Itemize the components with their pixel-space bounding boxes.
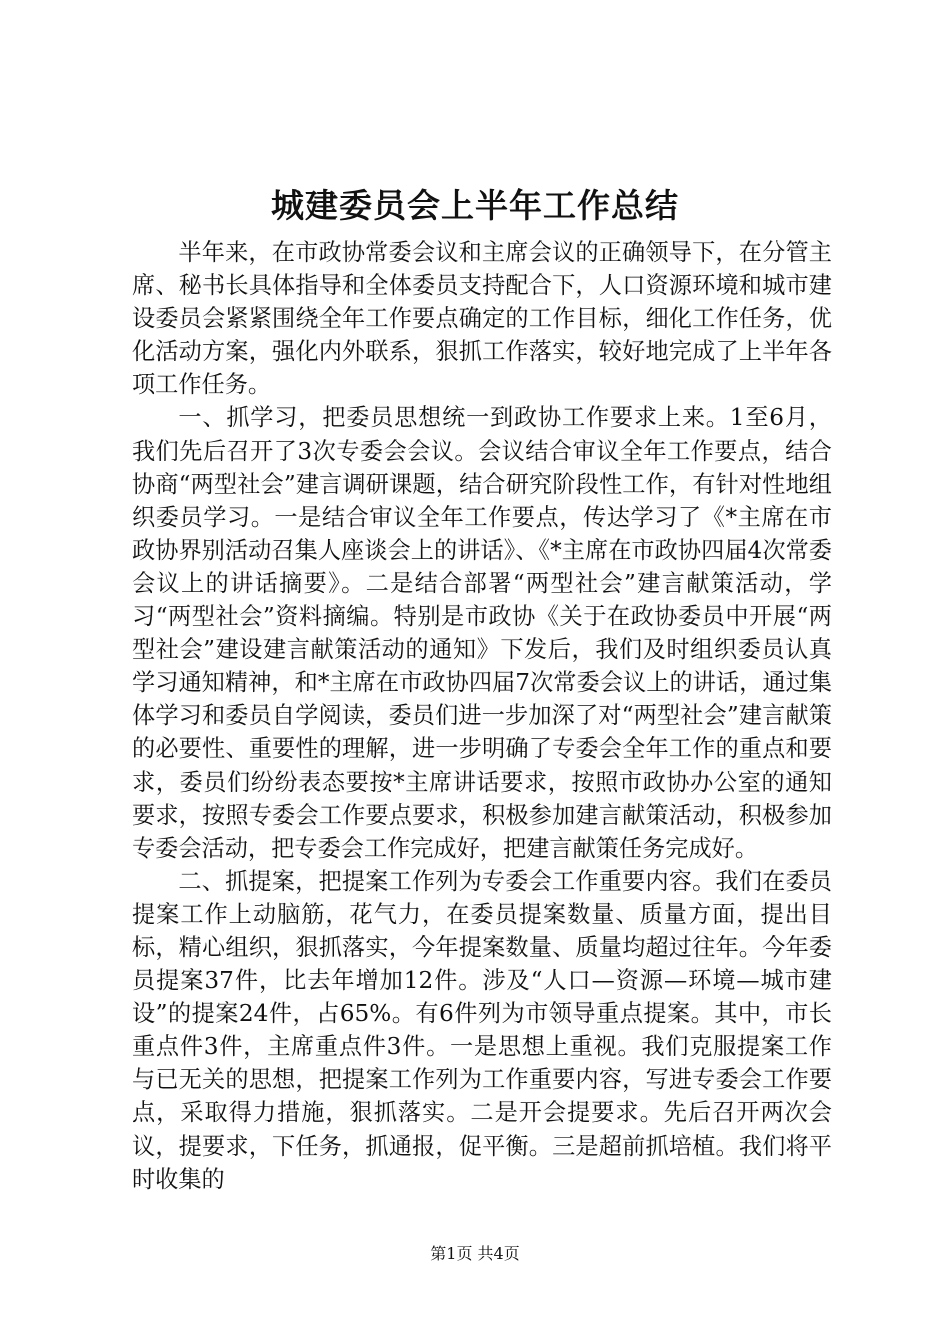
paragraph-section-1: 一、抓学习，把委员思想统一到政协工作要求上来。1至6月，我们先后召开了3次专委会会议。会议结合审议全年工作要点，结合协商“两型社会”建言调研课题，结合研究阶段性工作，有针对性地组织委员学习。一是结合审议全年工作要点，传达学习了《*主席在市政协界别活动召集人座谈会上的讲话》、《*主席在市政协四届4次常委会议上的讲话摘要》。二是结合部署“两型社会”建言献策活动，学习“两型社会”资料摘编。特别是市政协《关于在政协委员中开展“两型社会”建设建言献策活动的通知》下发后，我们及时组织委员认真学习通知精神，和*主席在市政协四届7次常委会议上的讲话，通过集体学习和委员自学阅读，委员们进一步加深了对“两型社会”建言献策的必要性、重要性的理解，进一步明确了专委会全年工作的重点和要求，委员们纷纷表态要按*主席讲话要求，按照市政协办公室的通知要求，按照专委会工作要点要求，积极参加建言献策活动，积极参加专委会活动，把专委会工作完成好，把建言献策任务完成好。 <box>132 404 832 862</box>
page-number-footer: 第1页 共4页 <box>430 1244 520 1263</box>
paragraph-intro: 半年来，在市政协常委会议和主席会议的正确领导下，在分管主席、秘书长具体指导和全体委员支持配合下，人口资源环境和城市建设委员会紧紧围绕全年工作要点确定的工作目标，细化工作任务，优化活动方案，强化内外联系，狠抓工作落实，较好地完成了上半年各项工作任务。 <box>132 239 832 399</box>
document-title: 城建委员会上半年工作总结 <box>271 186 679 225</box>
document-body <box>132 236 832 1196</box>
paragraph-section-2: 二、抓提案，把提案工作列为专委会工作重要内容。我们在委员提案工作上动脑筋，花气力，在委员提案数量、质量方面，提出目标，精心组织，狠抓落实，今年提案数量、质量均超过往年。今年委员提案37件，比去年增加12件。涉及“人口—资源—环境—城市建设”的提案24件，占65%。有6件列为市领导重点提案。其中，市长重点件3件，主席重点件3件。一是思想上重视。我们克服提案工作与已无关的思想，把提案工作列为工作重要内容，写进专委会工作要点，采取得力措施，狠抓落实。二是开会提要求。先后召开两次会议，提要求，下任务，抓通报，促平衡。三是超前抓培植。我们将平时收集的 <box>132 867 832 1193</box>
